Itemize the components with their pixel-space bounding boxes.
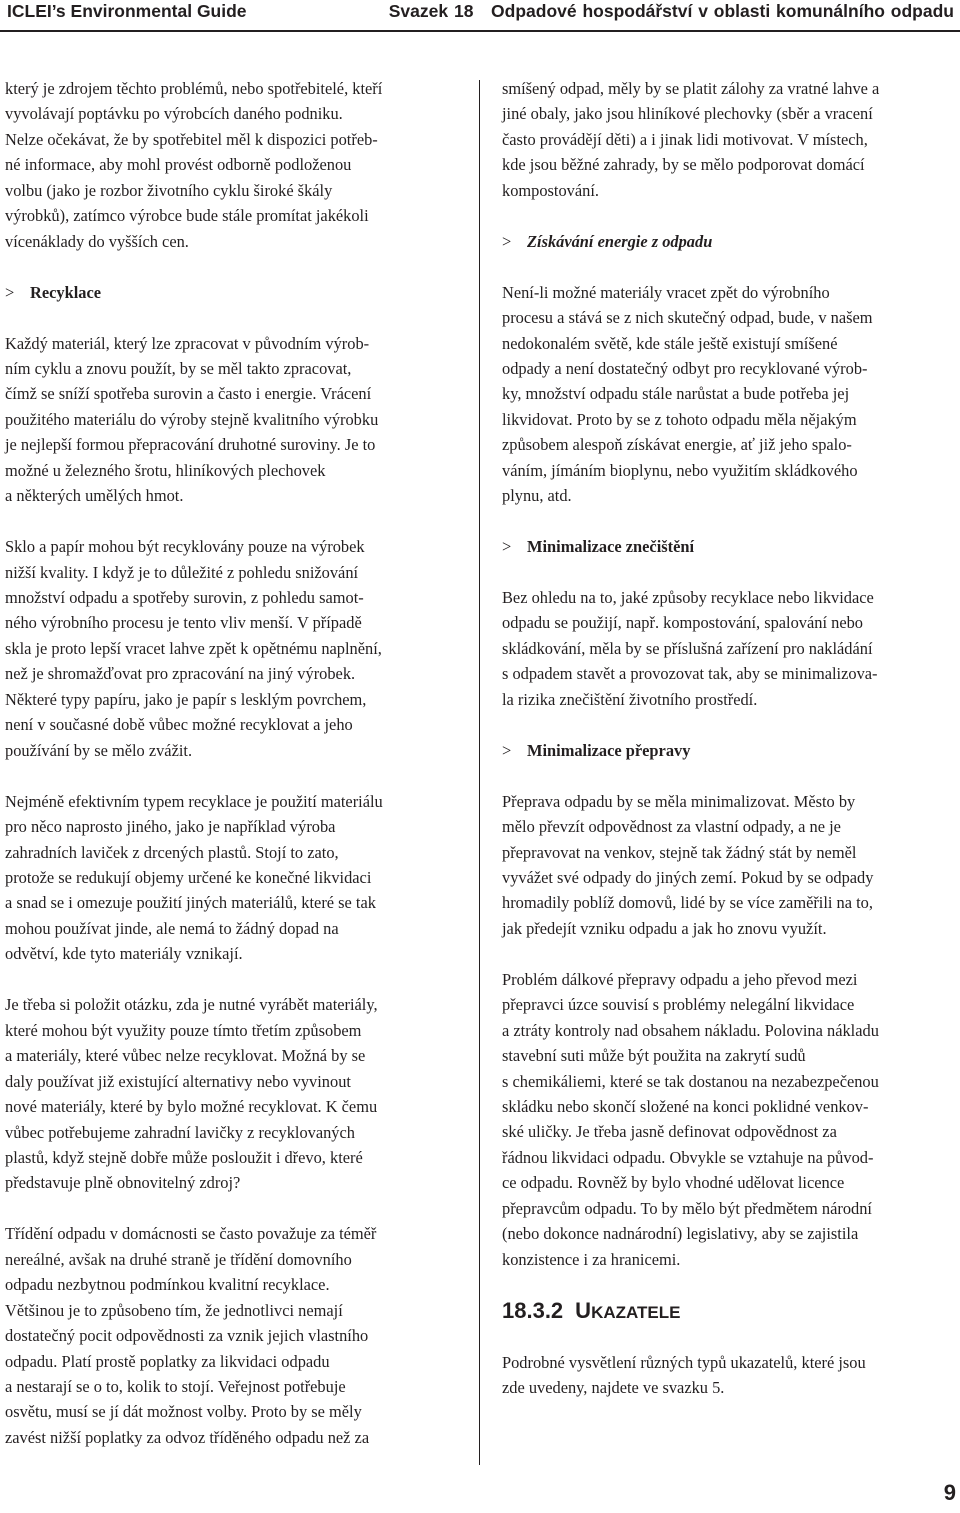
paragraph: [502, 1350, 957, 1401]
text-line: Podrobné vysvětlení různých typů ukazatelů, které jsou: [502, 1352, 866, 1372]
header-rule: [0, 30, 960, 32]
text-line: výrobků), zatímco výrobce bude stále promítat jakékoli: [5, 206, 369, 226]
text-line: nové materiály, které by bylo možné recyklovat. K čemu: [5, 1097, 378, 1117]
text-line: osvětu, musí se jí dát možnost volby. Proto by se měly: [5, 1402, 362, 1422]
text-line: Přeprava odpadu by se měla minimalizovat. Město by: [502, 791, 856, 811]
paragraph: [5, 1221, 475, 1450]
text-line: Bez ohledu na to, jaké způsoby recyklace nebo likvidace: [502, 588, 874, 607]
text-line: Každý materiál, který lze zpracovat v původním výrob-: [5, 333, 370, 353]
text-line: vůbec potřebujeme zahradní lavičky z recyklovaných: [5, 1122, 355, 1142]
text-line: volbu (jako je rozbor životního cyklu široké škály: [5, 180, 333, 200]
text-line: Třídění odpadu v domácnosti se často považuje za téměř: [5, 1224, 377, 1244]
text-line: ky, množství odpadu stále narůstat a bude potřeba jej: [502, 384, 850, 404]
text-line: zde uvedeny, najdete ve svazku 5.: [502, 1378, 725, 1398]
text-line: zavést nižší poplatky za odvoz tříděného odpadu než za: [5, 1427, 370, 1447]
text-line: dostatečný pocit odpovědnosti za vznik jejich vlastního: [5, 1326, 369, 1346]
text-line: né informace, aby mohl provést odborně podloženou: [5, 155, 352, 175]
text-line: ného výrobního procesu je tento vliv menší. V případě: [5, 613, 362, 633]
text-line: množství odpadu a spotřeby surovin, z pohledu samot-: [5, 588, 364, 608]
heading-marker: >: [5, 282, 15, 302]
heading-title: Získávání energie z odpadu: [527, 231, 713, 251]
text-line: smíšený odpad, měly by se platit zálohy za vratné lahve a: [502, 79, 880, 98]
text-line: jak předejít vzniku odpadu a jak ho znovu využít.: [502, 918, 827, 938]
text-line: přepravci úzce souvisí s problémy nelegální likvidace: [502, 995, 855, 1015]
text-line: a materiály, které vůbec nelze recyklovat. Možná by se: [5, 1046, 366, 1066]
text-line: často provádějí děti) a i jinak lidi motivovat. V místech,: [502, 129, 868, 149]
paragraph: [502, 789, 957, 942]
text-line: protože se redukují objemy určené ke konečné likvidaci: [5, 867, 372, 887]
left-column: [5, 76, 475, 1476]
text-line: a některých umělých hmot.: [5, 486, 184, 506]
page-number: 9: [943, 1480, 956, 1505]
section-title-initial: U: [575, 1297, 592, 1323]
text-line: jiné obaly, jako jsou hliníkové plechovky (sběr a vracení: [502, 104, 873, 124]
text-line: kde jsou běžné zahrady, by se mělo podporovat domácí: [502, 155, 865, 175]
text-line: než je shromažďovat pro zpracování na jiný výrobek.: [5, 664, 356, 684]
text-line: odpadu nezbytnou podmínkou kvalitní recyklace.: [5, 1275, 330, 1295]
text-line: odpady a není dostatečný odbyt pro recyklované výrob-: [502, 358, 868, 378]
text-line: Je třeba si položit otázku, zda je nutné vyrábět materiály,: [5, 995, 378, 1015]
heading-recyklace: [5, 280, 475, 305]
section-heading-ukazatele: [502, 1298, 957, 1326]
text-line: procesu a stává se z nich skutečný odpad, bude, v našem: [502, 308, 873, 328]
text-line: způsobem alespoň získávat energie, ať již jeho spalo-: [502, 435, 852, 455]
text-line: mělo převzít odpovědnost za vlastní odpady, a ne je: [502, 817, 841, 837]
text-line: vyvolávají poptávku po výrobcích daného podniku.: [5, 104, 343, 124]
text-line: s chemikáliemi, které se tak dostanou na nezabezpečenou: [502, 1071, 879, 1091]
paragraph: [5, 992, 475, 1196]
text-line: plastů, když stejně dobře může posloužit i dřevo, které: [5, 1147, 363, 1167]
paragraph: [502, 585, 957, 712]
text-line: přepravovat na venkov, stejně tak žádný stát by neměl: [502, 842, 857, 862]
text-line: ním cyklu a znovu použít, by se měl takto zpracovat,: [5, 358, 352, 378]
text-line: Nejméně efektivním typem recyklace je použití materiálu: [5, 791, 383, 811]
heading-title: Minimalizace znečištění: [527, 537, 695, 557]
text-line: ce odpadu. Rovněž by bylo vhodné udělovat licence: [502, 1173, 845, 1193]
guide-title: ICLEI’s Environmental Guide: [7, 1, 247, 21]
text-line: řádnou likvidaci odpadu. Obvykle se vztahuje na původ-: [502, 1147, 874, 1167]
paragraph: [502, 280, 957, 509]
text-line: vyvážet své odpady do jiných zemí. Pokud by se odpady: [502, 867, 874, 887]
text-line: Sklo a papír mohou být recyklovány pouze na výrobek: [5, 537, 365, 557]
text-line: používání by se mělo zvážit.: [5, 740, 193, 760]
text-line: možné u železného šrotu, hliníkových plechovek: [5, 460, 326, 480]
text-line: a nestarají se o to, kolik to stojí. Veřejnost potřebuje: [5, 1377, 346, 1397]
paragraph: [502, 967, 957, 1272]
paragraph: [5, 76, 475, 254]
text-line: la rizika znečištění životního prostředí.: [502, 689, 758, 709]
text-line: nižší kvality. I když je to důležité z pohledu snižování: [5, 562, 359, 582]
column-divider: [479, 80, 480, 1465]
text-line: Nelze očekávat, že by spotřebitel měl k dispozici potřeb-: [5, 129, 378, 149]
text-line: zahradních laviček z drcených plastů. Stojí to zato,: [5, 842, 339, 862]
paragraph: [5, 534, 475, 763]
heading-title: Recyklace: [30, 282, 101, 302]
volume-heading: [389, 1, 954, 22]
text-line: ské uličky. Je třeba jasně definovat odpovědnost za: [502, 1122, 837, 1142]
text-line: odpadu se použijí, např. kompostování, spalování nebo: [502, 613, 863, 633]
text-line: přepravcům odpadu. To by mělo být předmětem národní: [502, 1198, 872, 1218]
text-line: a snad se i omezuje použití jiných materiálů, které se tak: [5, 893, 376, 913]
paragraph: [502, 76, 957, 203]
text-line: mohou používat jinde, ale nemá to žádný dopad na: [5, 918, 339, 938]
text-line: použitého materiálu do výroby stejně kvalitního výrobku: [5, 409, 379, 429]
section-title-rest: KAZATELE: [591, 1302, 681, 1322]
text-line: daly používat již existující alternativy nebo vyvinout: [5, 1071, 351, 1091]
text-line: pro něco naprosto jiného, jako je například výroba: [5, 817, 336, 837]
text-line: Většinou je to způsobeno tím, že jednotlivci nemají: [5, 1300, 343, 1320]
text-line: a ztráty kontroly nad obsahem nákladu. Polovina nákladu: [502, 1020, 879, 1040]
heading-marker: >: [502, 537, 512, 557]
text-line: stavební suti může být použita na zakrytí sudů: [502, 1046, 806, 1066]
text-line: Není-li možné materiály vracet zpět do výrobního: [502, 282, 830, 302]
page-header: [0, 0, 960, 30]
heading-marker: >: [502, 740, 512, 760]
text-line: s odpadem stavět a provozovat tak, aby se minimalizova-: [502, 664, 878, 684]
volume-title: Odpadové hospodářství v oblasti komunálního odpadu: [491, 1, 954, 21]
heading-marker: >: [502, 231, 512, 251]
text-line: odvětví, kde tyto materiály vznikají.: [5, 944, 243, 964]
text-line: (nebo dokonce nadnárodní) legislativy, aby se zajistila: [502, 1224, 859, 1244]
text-line: je nejlepší formou přepracování druhotné suroviny. Je to: [5, 435, 376, 455]
heading-ziskavani-energie: [502, 229, 957, 254]
text-line: představuje plně obnovitelný zdroj?: [5, 1173, 241, 1193]
text-line: plynu, atd.: [502, 486, 572, 506]
text-line: které mohou být využity pouze tímto třetím způsobem: [5, 1020, 362, 1040]
text-line: skládkování, měla by se příslušná zařízení pro nakládání: [502, 638, 873, 658]
text-line: konzistence i za hranicemi.: [502, 1249, 681, 1269]
text-line: odpadu. Platí prostě poplatky za likvidaci odpadu: [5, 1351, 330, 1371]
paragraph: [5, 789, 475, 967]
text-line: vícenáklady do vyšších cen.: [5, 231, 189, 251]
text-line: skla je proto lepší vracet lahve zpět k opětnému naplnění,: [5, 638, 382, 658]
text-line: není v současné době vůbec možné recyklovat a jeho: [5, 715, 353, 735]
volume-number: Svazek 18: [388, 1, 474, 21]
text-line: kompostování.: [502, 180, 599, 200]
text-line: čímž se sníží spotřeba surovin a často i energie. Vrácení: [5, 384, 372, 404]
text-line: likvidovat. Proto by se z tohoto odpadu měla nějakým: [502, 409, 857, 429]
right-column: [502, 76, 957, 1426]
section-number: 18.3.2: [502, 1297, 564, 1323]
heading-minimalizace-prepravy: [502, 738, 957, 763]
text-line: který je zdrojem těchto problémů, nebo spotřebitelé, kteří: [5, 79, 383, 98]
text-line: váním, jímáním bioplynu, nebo využitím skládkového: [502, 460, 858, 480]
heading-title: Minimalizace přepravy: [527, 740, 691, 760]
text-line: skládku nebo skončí složené na konci poklidné venkov-: [502, 1097, 869, 1117]
text-line: Problém dálkové přepravy odpadu a jeho převod mezi: [502, 969, 858, 989]
text-line: Některé typy papíru, jako je papír s lesklým povrchem,: [5, 689, 367, 709]
paragraph: [5, 331, 475, 509]
text-line: hromadily poblíž domovů, lidé by se více zaměřili na to,: [502, 893, 873, 913]
text-line: nereálné, avšak na druhé straně je třídění domovního: [5, 1249, 352, 1269]
text-line: nedokonalém světě, kde stále ještě existují smíšené: [502, 333, 838, 353]
heading-minimalizace-znecisteni: [502, 534, 957, 559]
